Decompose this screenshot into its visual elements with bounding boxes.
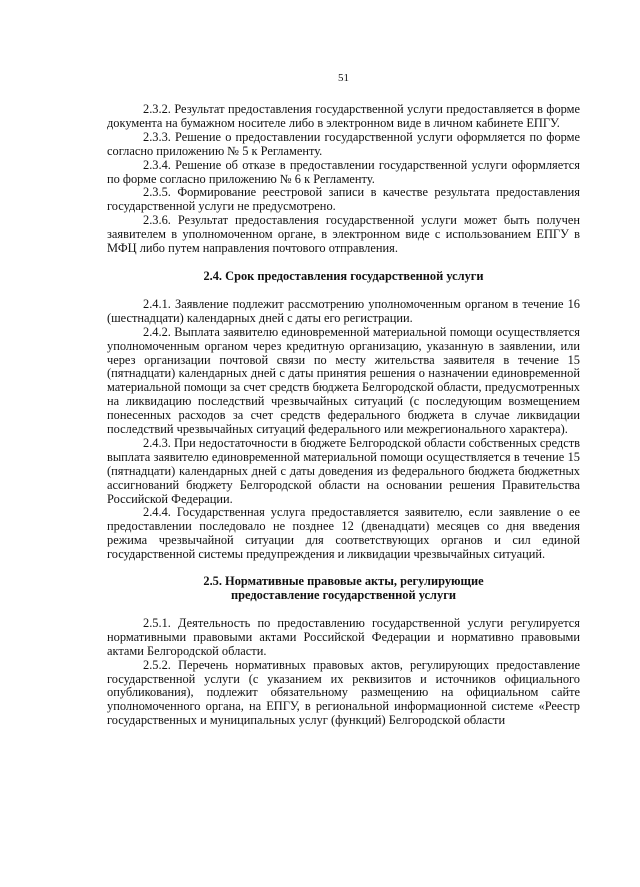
paragraph-2-5-2: 2.5.2. Перечень нормативных правовых актов, регулирующих предоставление государственной услуги (с указанием их реквизитов и источников официального опубликования), подлежит обязательному размещению на официальном сайте уполномоченного органа, на ЕПГУ, в региональной информационной системе «Реестр государственных и муниципальных услуг (функций) Белгородской области: [107, 657, 580, 728]
section-heading-2-5: [107, 575, 580, 603]
section-heading-2-4: 2.4. Срок предоставления государственной услуги: [203, 268, 484, 283]
paragraph-2-3-5: 2.3.5. Формирование реестровой записи в качестве результата предоставления государственной услуги не предусмотрено.: [107, 185, 580, 214]
paragraph-2-4-1: 2.4.1. Заявление подлежит рассмотрению уполномоченным органом в течение 16 (шестнадцати) календарных дней с даты его регистрации.: [107, 296, 580, 325]
section-heading-2-5-line-1: 2.5. Нормативные правовые акты, регулирующие: [203, 574, 484, 589]
paragraph-2-3-4: 2.3.4. Решение об отказе в предоставлении государственной услуги оформляется по форме согласно приложению № 6 к Регламенту.: [107, 157, 580, 186]
paragraph-2-4-4: 2.4.4. Государственная услуга предоставляется заявителю, если заявление о ее предоставлении последовало не позднее 12 (двенадцати) месяцев со дня введения режима чрезвычайной ситуации для соответствующих органов и сил единой государственной системы предупреждения и ликвидации чрезвычайных ситуаций.: [107, 505, 580, 562]
section-heading-2-5-line-2: предоставление государственной услуги: [231, 588, 456, 602]
paragraph-2-5-1: 2.5.1. Деятельность по предоставлению государственной услуги регулируется нормативными правовыми актами Российской Федерации и нормативно правовыми актами Белгородской области.: [107, 615, 580, 658]
paragraph-2-4-2: 2.4.2. Выплата заявителю единовременной материальной помощи осуществляется уполномоченным органом через кредитную организацию, указанную в заявлении, или через организации почтовой связи по месту жительства заявителя в течение 15 (пятнадцати) календарных дней с даты принятия решения о назначении единовременной материальной помощи за счет средств бюджета Белгородской области, предусмотренных на ликвидацию последствий чрезвычайных ситуаций (с последующим возмещением понесенных расходов за счет средств федерального бюджета в случае ликвидации последствий чрезвычайных ситуаций федерального или межрегионального характера).: [107, 324, 580, 437]
paragraph-2-4-3: 2.4.3. При недостаточности в бюджете Белгородской области собственных средств выплата заявителю единовременной материальной помощи осуществляется в течение 15 (пятнадцати) календарных дней с даты доведения из федерального бюджета бюджетных ассигнований бюджету Белгородской области на основании решения Правительства Российской Федерации.: [107, 435, 580, 506]
paragraph-2-3-3: 2.3.3. Решение о предоставлении государственной услуги оформляется по форме согласно приложению № 5 к Регламенту.: [107, 129, 580, 158]
paragraph-2-3-2: 2.3.2. Результат предоставления государственной услуги предоставляется в форме документа на бумажном носителе либо в электронном виде в личном кабинете ЕПГУ.: [107, 102, 580, 130]
paragraph-2-3-6: 2.3.6. Результат предоставления государственной услуги может быть получен заявителем в уполномоченном органе, в электронном виде с использованием ЕПГУ в МФЦ либо путем направления почтового отправления.: [107, 213, 580, 256]
page-number: 51: [338, 72, 349, 84]
